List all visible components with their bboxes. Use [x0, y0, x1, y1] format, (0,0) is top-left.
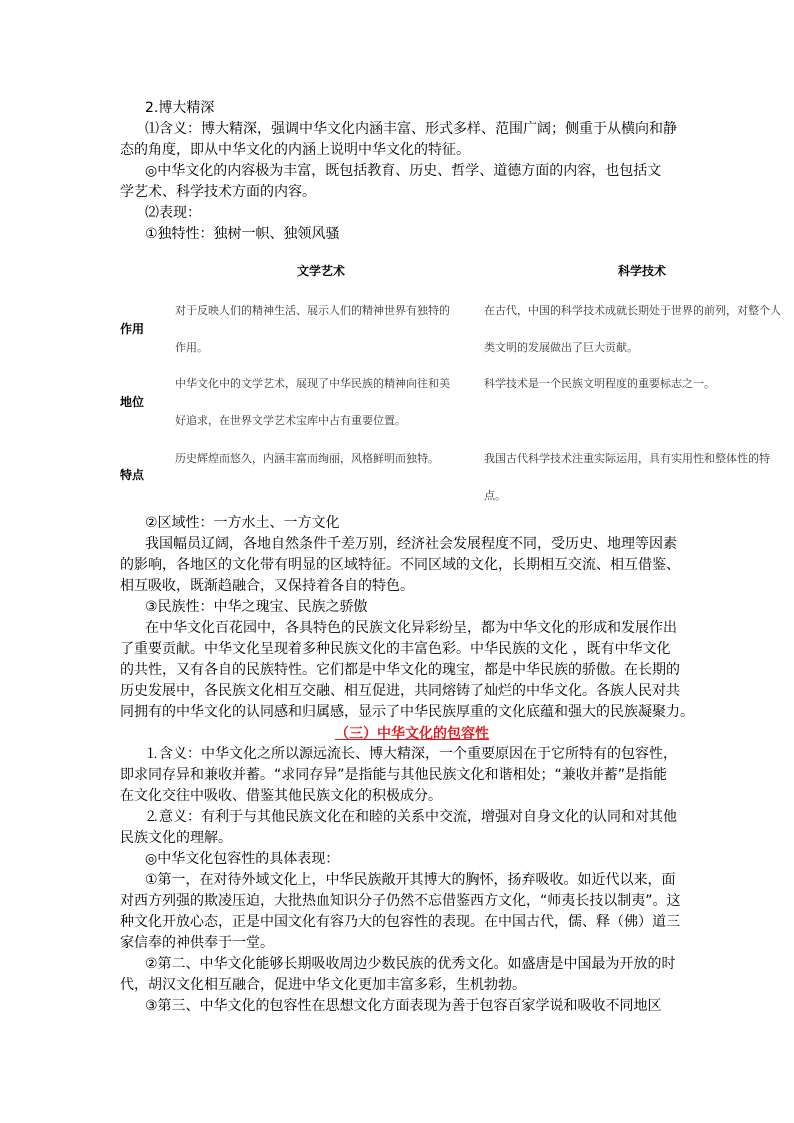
expression-label: ⑵表现： [145, 205, 201, 221]
table-cell-line: 历史辉煌而悠久，内涵丰富而绚丽，风格鲜明而独特。 [175, 452, 439, 465]
table-cell-line: 我国古代科学技术注重实际运用，具有实用性和整体性的特 [484, 452, 770, 465]
paragraph-line: ③第三、中华文化的包容性在思想文化方面表现为善于包容百家学说和吸收不同地区 [145, 998, 662, 1014]
regional-title: ②区域性：一方水土、一方文化 [145, 515, 340, 531]
table-cell-line: 在古代，中国的科学技术成就长期处于世界的前列，对整个人 [484, 304, 781, 317]
uniqueness-title: ①独特性：独树一帜、独领风骚 [145, 226, 340, 242]
table-cell-line: 类文明的发展做出了巨大贡献。 [484, 341, 638, 354]
table-cell-line: 点。 [484, 489, 506, 502]
paragraph-line: ⒉意义：有利于与其他民族文化在和睦的关系中交流，增强对自身文化的认同和对其他 [145, 809, 677, 825]
paragraph-line: 我国幅员辽阔，各地自然条件千差万别，经济社会发展程度不同，受历史、地理等因素 [145, 536, 677, 552]
table-cell-line: 对于反映人们的精神生活、展示人们的精神世界有独特的 [175, 304, 450, 317]
paragraph-line: 代，胡汉文化相互融合，促进中华文化更加丰富多彩，生机勃勃。 [120, 977, 526, 993]
paragraph-line: 相互吸收，既渐趋融合，又保持着各自的特色。 [120, 578, 414, 594]
table-header-literature: 文学艺术 [297, 264, 346, 278]
table-cell [484, 292, 781, 366]
paragraph-line: 的共性，又有各自的民族特性。它们都是中华文化的瑰宝，都是中华民族的骄傲。在长期的 [120, 662, 680, 678]
paragraph-line: 在文化交往中吸收、借鉴其他民族文化的积极成分。 [120, 788, 442, 804]
paragraph-line: 家信奉的神供奉于一堂。 [120, 935, 274, 951]
table-row-label: 地位 [120, 395, 145, 409]
paragraph-line: 即求同存异和兼收并蓄。“求同存异”是指能与其他民族文化和谐相处；“兼收并蓄”是指能 [120, 767, 668, 783]
table-cell-line: 中华文化中的文学艺术，展现了中华民族的精神向往和美 [175, 377, 450, 390]
paragraph-line: 在中华文化百花园中，各具特色的民族文化异彩纷呈，都为中华文化的形成和发展作出 [145, 620, 677, 636]
paragraph-line: 了重要贡献。中华文化呈现着多种民族文化的丰富色彩。中华民族的文化 ，既有中华文化 [120, 641, 671, 657]
paragraph-line: 对西方列强的欺凌压迫，大批热血知识分子仍然不忘借鉴西方文化，“师夷长技以制夷”。这 [120, 893, 681, 909]
table-cell-line: 科学技术是一个民族文明程度的重要标志之一。 [484, 377, 715, 390]
paragraph-line: ②第二、中华文化能够长期吸收周边少数民族的优秀文化。如盛唐是中国最为开放的时 [145, 956, 676, 972]
definition-line: ⑴含义：博大精深，强调中华文化内涵丰富、形式多样、范围广阔；侧重于从横向和静 [145, 121, 677, 137]
table-row-label: 特点 [120, 468, 145, 482]
table-cell [484, 365, 715, 402]
content-line: 学艺术、科学技术方面的内容。 [120, 184, 316, 200]
table-cell [175, 292, 450, 366]
table-cell [175, 440, 439, 477]
section-title-inclusiveness: （三）中华文化的包容性 [335, 726, 489, 742]
concrete-title: ◎中华文化包容性的具体表现： [145, 851, 340, 867]
paragraph-line: ①第一，在对待外域文化上，中华民族敞开其博大的胸怀，扬弃吸收。如近代以来，面 [145, 872, 676, 888]
table-cell-line: 好追求，在世界文学艺术宝库中占有重要位置。 [175, 414, 406, 427]
content-line: ◎中华文化的内容极为丰富，既包括教育、历史、哲学、道德方面的内容，也包括文 [145, 163, 662, 179]
table-header-science: 科学技术 [618, 264, 667, 278]
table-cell [175, 365, 450, 439]
table-cell-line: 作用。 [175, 341, 208, 354]
paragraph-line: 种文化开放心态，正是中国文化有容乃大的包容性的表现。在中国古代，儒、释（佛）道三 [120, 914, 680, 930]
paragraph-line: 同拥有的中华文化的认同感和归属感，显示了中华民族厚重的文化底蕴和强大的民族凝聚力。 [120, 704, 694, 720]
paragraph-line: 民族文化的理解。 [120, 830, 232, 846]
paragraph-line: ⒈含义：中华文化之所以源远流长、博大精深，一个重要原因在于它所特有的包容性， [145, 746, 677, 762]
table-cell [484, 440, 770, 514]
ethnic-title: ③民族性：中华之瑰宝、民族之骄傲 [145, 599, 368, 615]
definition-line: 态的角度，即从中华文化的内涵上说明中华文化的特征。 [120, 142, 470, 158]
table-row-label: 作用 [120, 322, 145, 336]
paragraph-line: 的影响，各地区的文化带有明显的区域特征。不同区域的文化，长期相互交流、相互借鉴、 [120, 557, 680, 573]
paragraph-line: 历史发展中，各民族文化相互交融、相互促进，共同熔铸了灿烂的中华文化。各族人民对共 [120, 683, 680, 699]
heading-boda-jingshen: 2.博大精深 [145, 100, 215, 116]
